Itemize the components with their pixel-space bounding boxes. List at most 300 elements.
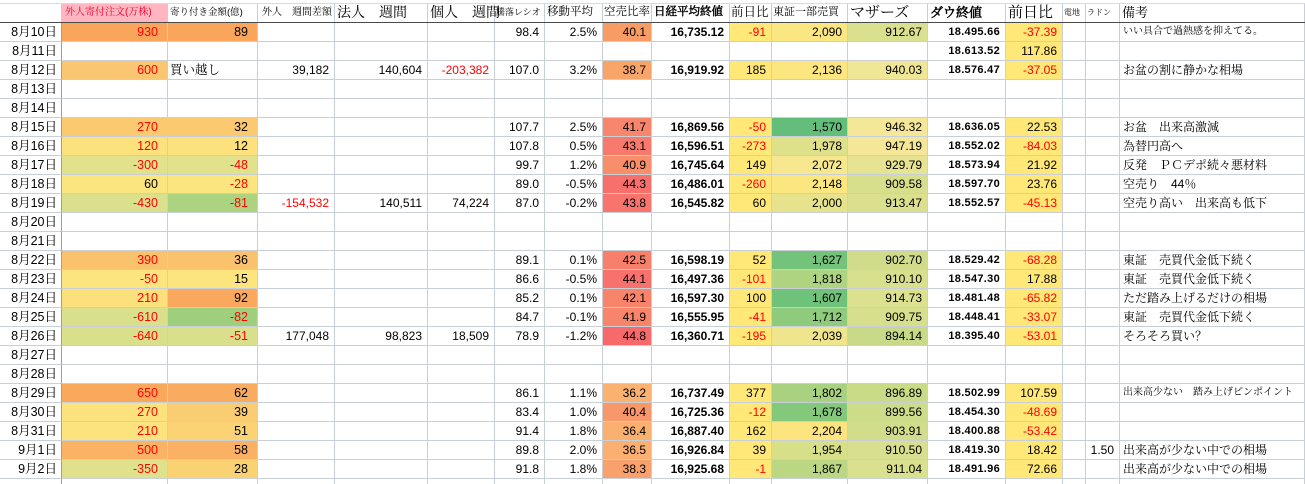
cell-radon[interactable] [1086, 232, 1120, 251]
cell-corp[interactable] [335, 403, 428, 422]
cell-order[interactable]: 210 [62, 422, 168, 441]
cell-tse[interactable] [772, 213, 848, 232]
cell-amount[interactable]: -28 [168, 175, 258, 194]
cell-ma[interactable]: 2.5% [545, 118, 603, 137]
header-nikkei[interactable]: 日経平均終値 [652, 4, 730, 22]
cell-mothers[interactable] [848, 346, 928, 365]
cell-nikkei[interactable] [652, 80, 730, 99]
cell-dow[interactable]: 18.448.41 [928, 308, 1006, 327]
cell-mothers[interactable]: 947.19 [848, 137, 928, 156]
cell-note[interactable]: お盆の割に静かな相場 [1120, 61, 1305, 80]
cell-tse[interactable] [772, 232, 848, 251]
cell-chg[interactable]: -1 [730, 460, 772, 479]
cell-short[interactable]: 44.3 [603, 175, 652, 194]
cell-denchi[interactable] [1063, 308, 1086, 327]
cell-nikkei[interactable] [652, 213, 730, 232]
cell-radon[interactable] [1086, 251, 1120, 270]
cell-nikkei[interactable] [652, 99, 730, 118]
cell-corp[interactable]: 140,604 [335, 61, 428, 80]
cell-denchi[interactable] [1063, 479, 1086, 484]
cell-note[interactable] [1120, 403, 1305, 422]
cell-denchi[interactable] [1063, 365, 1086, 384]
cell-mothers[interactable]: 912.67 [848, 23, 928, 42]
cell-amount[interactable] [168, 346, 258, 365]
cell-ma[interactable] [545, 232, 603, 251]
cell-tse[interactable]: 2,136 [772, 61, 848, 80]
cell-amount[interactable] [168, 232, 258, 251]
cell-chg[interactable]: 377 [730, 384, 772, 403]
cell-foreign[interactable] [258, 422, 335, 441]
cell-order[interactable] [62, 479, 168, 484]
cell-dowchg[interactable] [1006, 479, 1063, 484]
cell-order[interactable]: -610 [62, 308, 168, 327]
cell-indiv[interactable]: 74,224 [428, 194, 495, 213]
cell-chg[interactable]: -91 [730, 23, 772, 42]
cell-short[interactable]: 38.3 [603, 460, 652, 479]
cell-short[interactable]: 40.4 [603, 403, 652, 422]
header-note[interactable]: 備考 [1120, 4, 1305, 22]
cell-ratio[interactable]: 98.4 [495, 23, 545, 42]
cell-ratio[interactable] [495, 346, 545, 365]
cell-mothers[interactable] [848, 213, 928, 232]
cell-note[interactable]: 出来高少ない 踏み上げピンポイント [1120, 384, 1305, 403]
cell-chg[interactable]: 60 [730, 194, 772, 213]
cell-radon[interactable] [1086, 80, 1120, 99]
cell-tse[interactable]: 2,148 [772, 175, 848, 194]
cell-note[interactable]: 為替円高へ [1120, 137, 1305, 156]
cell-ratio[interactable]: 107.7 [495, 118, 545, 137]
cell-amount[interactable]: 39 [168, 403, 258, 422]
cell-order[interactable]: 930 [62, 23, 168, 42]
cell-ratio[interactable]: 89.0 [495, 175, 545, 194]
cell-denchi[interactable] [1063, 175, 1086, 194]
cell-tse[interactable]: 1,954 [772, 441, 848, 460]
cell-denchi[interactable] [1063, 213, 1086, 232]
header-short[interactable]: 空売比率 [603, 4, 652, 22]
cell-amount[interactable]: -48 [168, 156, 258, 175]
cell-radon[interactable] [1086, 346, 1120, 365]
cell-tse[interactable]: 1,627 [772, 251, 848, 270]
cell-indiv[interactable] [428, 137, 495, 156]
cell-note[interactable]: 東証 売買代金低下続く [1120, 251, 1305, 270]
cell-dowchg[interactable]: 18.42 [1006, 441, 1063, 460]
cell-indiv[interactable]: 18,509 [428, 327, 495, 346]
cell-order[interactable] [62, 346, 168, 365]
cell-order[interactable]: 60 [62, 175, 168, 194]
cell-nikkei[interactable]: 16,360.71 [652, 327, 730, 346]
cell-corp[interactable] [335, 213, 428, 232]
cell-ratio[interactable]: 89.8 [495, 441, 545, 460]
cell-order[interactable]: -50 [62, 270, 168, 289]
cell-order[interactable]: -640 [62, 327, 168, 346]
cell-ma[interactable]: -0.1% [545, 308, 603, 327]
cell-tse[interactable]: 2,204 [772, 422, 848, 441]
cell-chg[interactable]: 185 [730, 61, 772, 80]
cell-order[interactable] [62, 232, 168, 251]
cell-corp[interactable] [335, 156, 428, 175]
cell-dowchg[interactable] [1006, 365, 1063, 384]
cell-amount[interactable]: 36 [168, 251, 258, 270]
cell-dowchg[interactable] [1006, 346, 1063, 365]
cell-nikkei[interactable]: 16,486.01 [652, 175, 730, 194]
cell-dow[interactable]: 18.576.47 [928, 61, 1006, 80]
cell-dow[interactable]: 18.636.05 [928, 118, 1006, 137]
cell-ratio[interactable] [495, 232, 545, 251]
cell-corp[interactable] [335, 118, 428, 137]
cell-denchi[interactable] [1063, 403, 1086, 422]
cell-denchi[interactable] [1063, 194, 1086, 213]
cell-dowchg[interactable] [1006, 80, 1063, 99]
cell-foreign[interactable] [258, 365, 335, 384]
cell-date[interactable]: 8月30日 [0, 403, 62, 422]
cell-dowchg[interactable] [1006, 232, 1063, 251]
cell-radon[interactable] [1086, 460, 1120, 479]
cell-tse[interactable] [772, 99, 848, 118]
cell-chg[interactable]: -101 [730, 270, 772, 289]
cell-ratio[interactable] [495, 80, 545, 99]
cell-mothers[interactable]: 910.10 [848, 270, 928, 289]
cell-mothers[interactable]: 909.75 [848, 308, 928, 327]
cell-ratio[interactable] [495, 213, 545, 232]
cell-mothers[interactable]: 902.70 [848, 251, 928, 270]
cell-ratio[interactable]: 107.8 [495, 137, 545, 156]
cell-chg[interactable]: -260 [730, 175, 772, 194]
cell-radon[interactable] [1086, 403, 1120, 422]
cell-radon[interactable] [1086, 137, 1120, 156]
cell-foreign[interactable]: -154,532 [258, 194, 335, 213]
cell-note[interactable]: 空売り 44％ [1120, 175, 1305, 194]
cell-denchi[interactable] [1063, 61, 1086, 80]
cell-date[interactable]: 8月22日 [0, 251, 62, 270]
cell-date[interactable]: 8月27日 [0, 346, 62, 365]
cell-indiv[interactable] [428, 232, 495, 251]
cell-corp[interactable] [335, 232, 428, 251]
cell-ma[interactable]: 2.5% [545, 23, 603, 42]
cell-ma[interactable]: 0.1% [545, 251, 603, 270]
cell-indiv[interactable] [428, 80, 495, 99]
cell-short[interactable]: 38.7 [603, 61, 652, 80]
cell-note[interactable]: そろそろ買い？ [1120, 327, 1305, 346]
cell-nikkei[interactable]: 16,735.12 [652, 23, 730, 42]
cell-radon[interactable] [1086, 156, 1120, 175]
cell-date[interactable]: 8月11日 [0, 42, 62, 61]
cell-radon[interactable] [1086, 61, 1120, 80]
cell-amount[interactable] [168, 365, 258, 384]
cell-chg[interactable] [730, 99, 772, 118]
cell-nikkei[interactable]: 16,598.19 [652, 251, 730, 270]
cell-dowchg[interactable]: 21.92 [1006, 156, 1063, 175]
cell-note[interactable]: 出来高が少ない中での相場 [1120, 460, 1305, 479]
cell-note[interactable]: 出来高が少ない中での相場 [1120, 441, 1305, 460]
cell-foreign[interactable] [258, 156, 335, 175]
cell-corp[interactable] [335, 308, 428, 327]
cell-ma[interactable] [545, 80, 603, 99]
cell-order[interactable]: 650 [62, 384, 168, 403]
cell-date[interactable]: 8月18日 [0, 175, 62, 194]
cell-foreign[interactable] [258, 460, 335, 479]
cell-dowchg[interactable]: -45.13 [1006, 194, 1063, 213]
cell-order[interactable]: 390 [62, 251, 168, 270]
cell-tse[interactable] [772, 42, 848, 61]
cell-denchi[interactable] [1063, 118, 1086, 137]
cell-nikkei[interactable]: 16,919.92 [652, 61, 730, 80]
header-corp[interactable]: 法人 週間 [335, 4, 428, 22]
cell-radon[interactable] [1086, 365, 1120, 384]
cell-mothers[interactable]: 899.56 [848, 403, 928, 422]
cell-dowchg[interactable]: -48.69 [1006, 403, 1063, 422]
cell-ma[interactable]: 3.2% [545, 61, 603, 80]
cell-radon[interactable] [1086, 422, 1120, 441]
cell-nikkei[interactable]: 16,597.30 [652, 289, 730, 308]
cell-nikkei[interactable]: 16,926.84 [652, 441, 730, 460]
cell-ratio[interactable]: 85.2 [495, 289, 545, 308]
cell-dowchg[interactable]: 23.76 [1006, 175, 1063, 194]
cell-ratio[interactable]: 91.4 [495, 422, 545, 441]
cell-chg[interactable]: 100 [730, 289, 772, 308]
cell-indiv[interactable] [428, 346, 495, 365]
cell-note[interactable] [1120, 213, 1305, 232]
cell-tse[interactable] [772, 365, 848, 384]
cell-chg[interactable] [730, 346, 772, 365]
cell-short[interactable]: 36.4 [603, 422, 652, 441]
cell-amount[interactable]: 28 [168, 460, 258, 479]
cell-ratio[interactable]: 84.7 [495, 308, 545, 327]
cell-amount[interactable]: 92 [168, 289, 258, 308]
cell-indiv[interactable] [428, 460, 495, 479]
cell-order[interactable]: 500 [62, 441, 168, 460]
cell-note[interactable]: いい具合で過熱感を抑えてる。 [1120, 23, 1305, 42]
cell-amount[interactable] [168, 42, 258, 61]
cell-ma[interactable]: 0.1% [545, 289, 603, 308]
cell-note[interactable]: 東証 売買代金低下続く [1120, 308, 1305, 327]
cell-ma[interactable] [545, 99, 603, 118]
cell-short[interactable]: 40.1 [603, 23, 652, 42]
cell-dowchg[interactable]: 72.66 [1006, 460, 1063, 479]
header-order[interactable]: 外人寄付注文(万株) [62, 4, 168, 22]
cell-radon[interactable] [1086, 479, 1120, 484]
cell-ratio[interactable]: 107.0 [495, 61, 545, 80]
cell-mothers[interactable]: 940.03 [848, 61, 928, 80]
cell-short[interactable] [603, 232, 652, 251]
cell-foreign[interactable] [258, 118, 335, 137]
cell-note[interactable]: 反発 ＰＣデポ続々悪材料 [1120, 156, 1305, 175]
cell-radon[interactable] [1086, 23, 1120, 42]
cell-foreign[interactable] [258, 384, 335, 403]
cell-amount[interactable] [168, 80, 258, 99]
cell-denchi[interactable] [1063, 327, 1086, 346]
cell-date[interactable]: 8月13日 [0, 80, 62, 99]
cell-ma[interactable] [545, 365, 603, 384]
cell-dowchg[interactable]: -37.39 [1006, 23, 1063, 42]
cell-mothers[interactable]: 914.73 [848, 289, 928, 308]
cell-nikkei[interactable]: 16,596.51 [652, 137, 730, 156]
cell-indiv[interactable] [428, 175, 495, 194]
cell-radon[interactable] [1086, 175, 1120, 194]
cell-nikkei[interactable]: 16,887.40 [652, 422, 730, 441]
cell-indiv[interactable] [428, 479, 495, 484]
cell-amount[interactable]: 買い越し [168, 61, 258, 80]
cell-radon[interactable] [1086, 213, 1120, 232]
cell-dow[interactable] [928, 346, 1006, 365]
cell-short[interactable]: 42.5 [603, 251, 652, 270]
cell-amount[interactable]: -81 [168, 194, 258, 213]
cell-nikkei[interactable]: 16,869.56 [652, 118, 730, 137]
cell-corp[interactable] [335, 99, 428, 118]
cell-nikkei[interactable]: 16,725.36 [652, 403, 730, 422]
cell-chg[interactable]: 149 [730, 156, 772, 175]
cell-corp[interactable] [335, 441, 428, 460]
header-foreign[interactable]: 外人 週間差額 [258, 4, 335, 22]
cell-note[interactable]: ただ踏み上げるだけの相場 [1120, 289, 1305, 308]
cell-chg[interactable]: 162 [730, 422, 772, 441]
cell-short[interactable] [603, 42, 652, 61]
cell-note[interactable]: お盆 出来高激減 [1120, 118, 1305, 137]
cell-note[interactable] [1120, 232, 1305, 251]
cell-radon[interactable] [1086, 118, 1120, 137]
cell-radon[interactable]: 1.50 [1086, 441, 1120, 460]
cell-short[interactable] [603, 213, 652, 232]
cell-indiv[interactable] [428, 403, 495, 422]
cell-tse[interactable] [772, 346, 848, 365]
cell-order[interactable]: -350 [62, 460, 168, 479]
cell-indiv[interactable] [428, 270, 495, 289]
cell-dowchg[interactable]: 22.53 [1006, 118, 1063, 137]
cell-date[interactable]: 8月23日 [0, 270, 62, 289]
cell-denchi[interactable] [1063, 156, 1086, 175]
cell-mothers[interactable] [848, 99, 928, 118]
cell-order[interactable]: -430 [62, 194, 168, 213]
cell-amount[interactable]: -51 [168, 327, 258, 346]
cell-ma[interactable]: 1.2% [545, 156, 603, 175]
cell-mothers[interactable]: 910.50 [848, 441, 928, 460]
cell-amount[interactable] [168, 99, 258, 118]
cell-indiv[interactable] [428, 384, 495, 403]
cell-tse[interactable] [772, 479, 848, 484]
cell-dow[interactable] [928, 80, 1006, 99]
cell-foreign[interactable] [258, 232, 335, 251]
cell-foreign[interactable] [258, 479, 335, 484]
cell-dowchg[interactable]: -53.01 [1006, 327, 1063, 346]
cell-dowchg[interactable] [1006, 213, 1063, 232]
cell-indiv[interactable] [428, 308, 495, 327]
cell-ma[interactable]: -1.2% [545, 327, 603, 346]
cell-amount[interactable]: 58 [168, 441, 258, 460]
cell-foreign[interactable] [258, 289, 335, 308]
cell-corp[interactable] [335, 384, 428, 403]
cell-date[interactable]: 8月10日 [0, 23, 62, 42]
cell-order[interactable]: -300 [62, 156, 168, 175]
cell-denchi[interactable] [1063, 251, 1086, 270]
cell-dow[interactable]: 18.491.96 [928, 460, 1006, 479]
cell-dow[interactable]: 18.552.57 [928, 194, 1006, 213]
cell-mothers[interactable] [848, 80, 928, 99]
cell-mothers[interactable] [848, 232, 928, 251]
cell-note[interactable]: 東証 売買代金低下続く [1120, 270, 1305, 289]
cell-nikkei[interactable]: 16,555.95 [652, 308, 730, 327]
cell-ma[interactable]: 1.8% [545, 460, 603, 479]
cell-nikkei[interactable]: 16,545.82 [652, 194, 730, 213]
cell-nikkei[interactable] [652, 232, 730, 251]
cell-note[interactable] [1120, 80, 1305, 99]
cell-amount[interactable]: 32 [168, 118, 258, 137]
cell-order[interactable]: 270 [62, 118, 168, 137]
cell-order[interactable]: 270 [62, 403, 168, 422]
cell-dow[interactable] [928, 232, 1006, 251]
cell-tse[interactable]: 1,678 [772, 403, 848, 422]
cell-dow[interactable] [928, 365, 1006, 384]
cell-tse[interactable]: 1,978 [772, 137, 848, 156]
cell-nikkei[interactable] [652, 365, 730, 384]
cell-note[interactable] [1120, 346, 1305, 365]
cell-radon[interactable] [1086, 327, 1120, 346]
cell-radon[interactable] [1086, 308, 1120, 327]
cell-corp[interactable]: 140,511 [335, 194, 428, 213]
cell-note[interactable] [1120, 422, 1305, 441]
cell-radon[interactable] [1086, 270, 1120, 289]
cell-amount[interactable]: 51 [168, 422, 258, 441]
cell-short[interactable]: 41.7 [603, 118, 652, 137]
cell-chg[interactable] [730, 479, 772, 484]
cell-date[interactable]: 8月29日 [0, 384, 62, 403]
cell-ratio[interactable] [495, 365, 545, 384]
cell-order[interactable] [62, 213, 168, 232]
cell-denchi[interactable] [1063, 80, 1086, 99]
cell-nikkei[interactable]: 16,497.36 [652, 270, 730, 289]
cell-tse[interactable]: 2,090 [772, 23, 848, 42]
cell-dow[interactable] [928, 99, 1006, 118]
cell-dowchg[interactable]: -84.03 [1006, 137, 1063, 156]
cell-chg[interactable]: 52 [730, 251, 772, 270]
cell-order[interactable]: 210 [62, 289, 168, 308]
cell-nikkei[interactable]: 16,737.49 [652, 384, 730, 403]
cell-foreign[interactable] [258, 251, 335, 270]
cell-foreign[interactable] [258, 137, 335, 156]
cell-dow[interactable] [928, 213, 1006, 232]
cell-short[interactable]: 44.1 [603, 270, 652, 289]
cell-short[interactable] [603, 99, 652, 118]
cell-foreign[interactable] [258, 175, 335, 194]
cell-note[interactable]: 空売り高い 出来高も低下 [1120, 194, 1305, 213]
cell-corp[interactable] [335, 270, 428, 289]
cell-foreign[interactable] [258, 23, 335, 42]
cell-denchi[interactable] [1063, 232, 1086, 251]
cell-tse[interactable]: 1,570 [772, 118, 848, 137]
cell-chg[interactable] [730, 42, 772, 61]
cell-short[interactable] [603, 80, 652, 99]
cell-short[interactable]: 36.5 [603, 441, 652, 460]
cell-dow[interactable]: 18.597.70 [928, 175, 1006, 194]
header-mothers[interactable]: マザーズ [848, 4, 928, 22]
cell-amount[interactable]: -82 [168, 308, 258, 327]
cell-note[interactable] [1120, 42, 1305, 61]
header-tse[interactable]: 東証一部売買 [772, 4, 848, 22]
cell-ratio[interactable] [495, 42, 545, 61]
cell-indiv[interactable] [428, 23, 495, 42]
cell-indiv[interactable] [428, 365, 495, 384]
cell-amount[interactable]: 89 [168, 23, 258, 42]
cell-chg[interactable]: -50 [730, 118, 772, 137]
cell-dow[interactable]: 18.547.30 [928, 270, 1006, 289]
cell-ratio[interactable]: 87.0 [495, 194, 545, 213]
cell-order[interactable] [62, 42, 168, 61]
cell-indiv[interactable] [428, 99, 495, 118]
cell-order[interactable] [62, 365, 168, 384]
cell-corp[interactable] [335, 422, 428, 441]
cell-nikkei[interactable]: 16,745.64 [652, 156, 730, 175]
header-dowchg[interactable]: 前日比 [1006, 4, 1063, 22]
cell-denchi[interactable] [1063, 346, 1086, 365]
cell-denchi[interactable] [1063, 289, 1086, 308]
